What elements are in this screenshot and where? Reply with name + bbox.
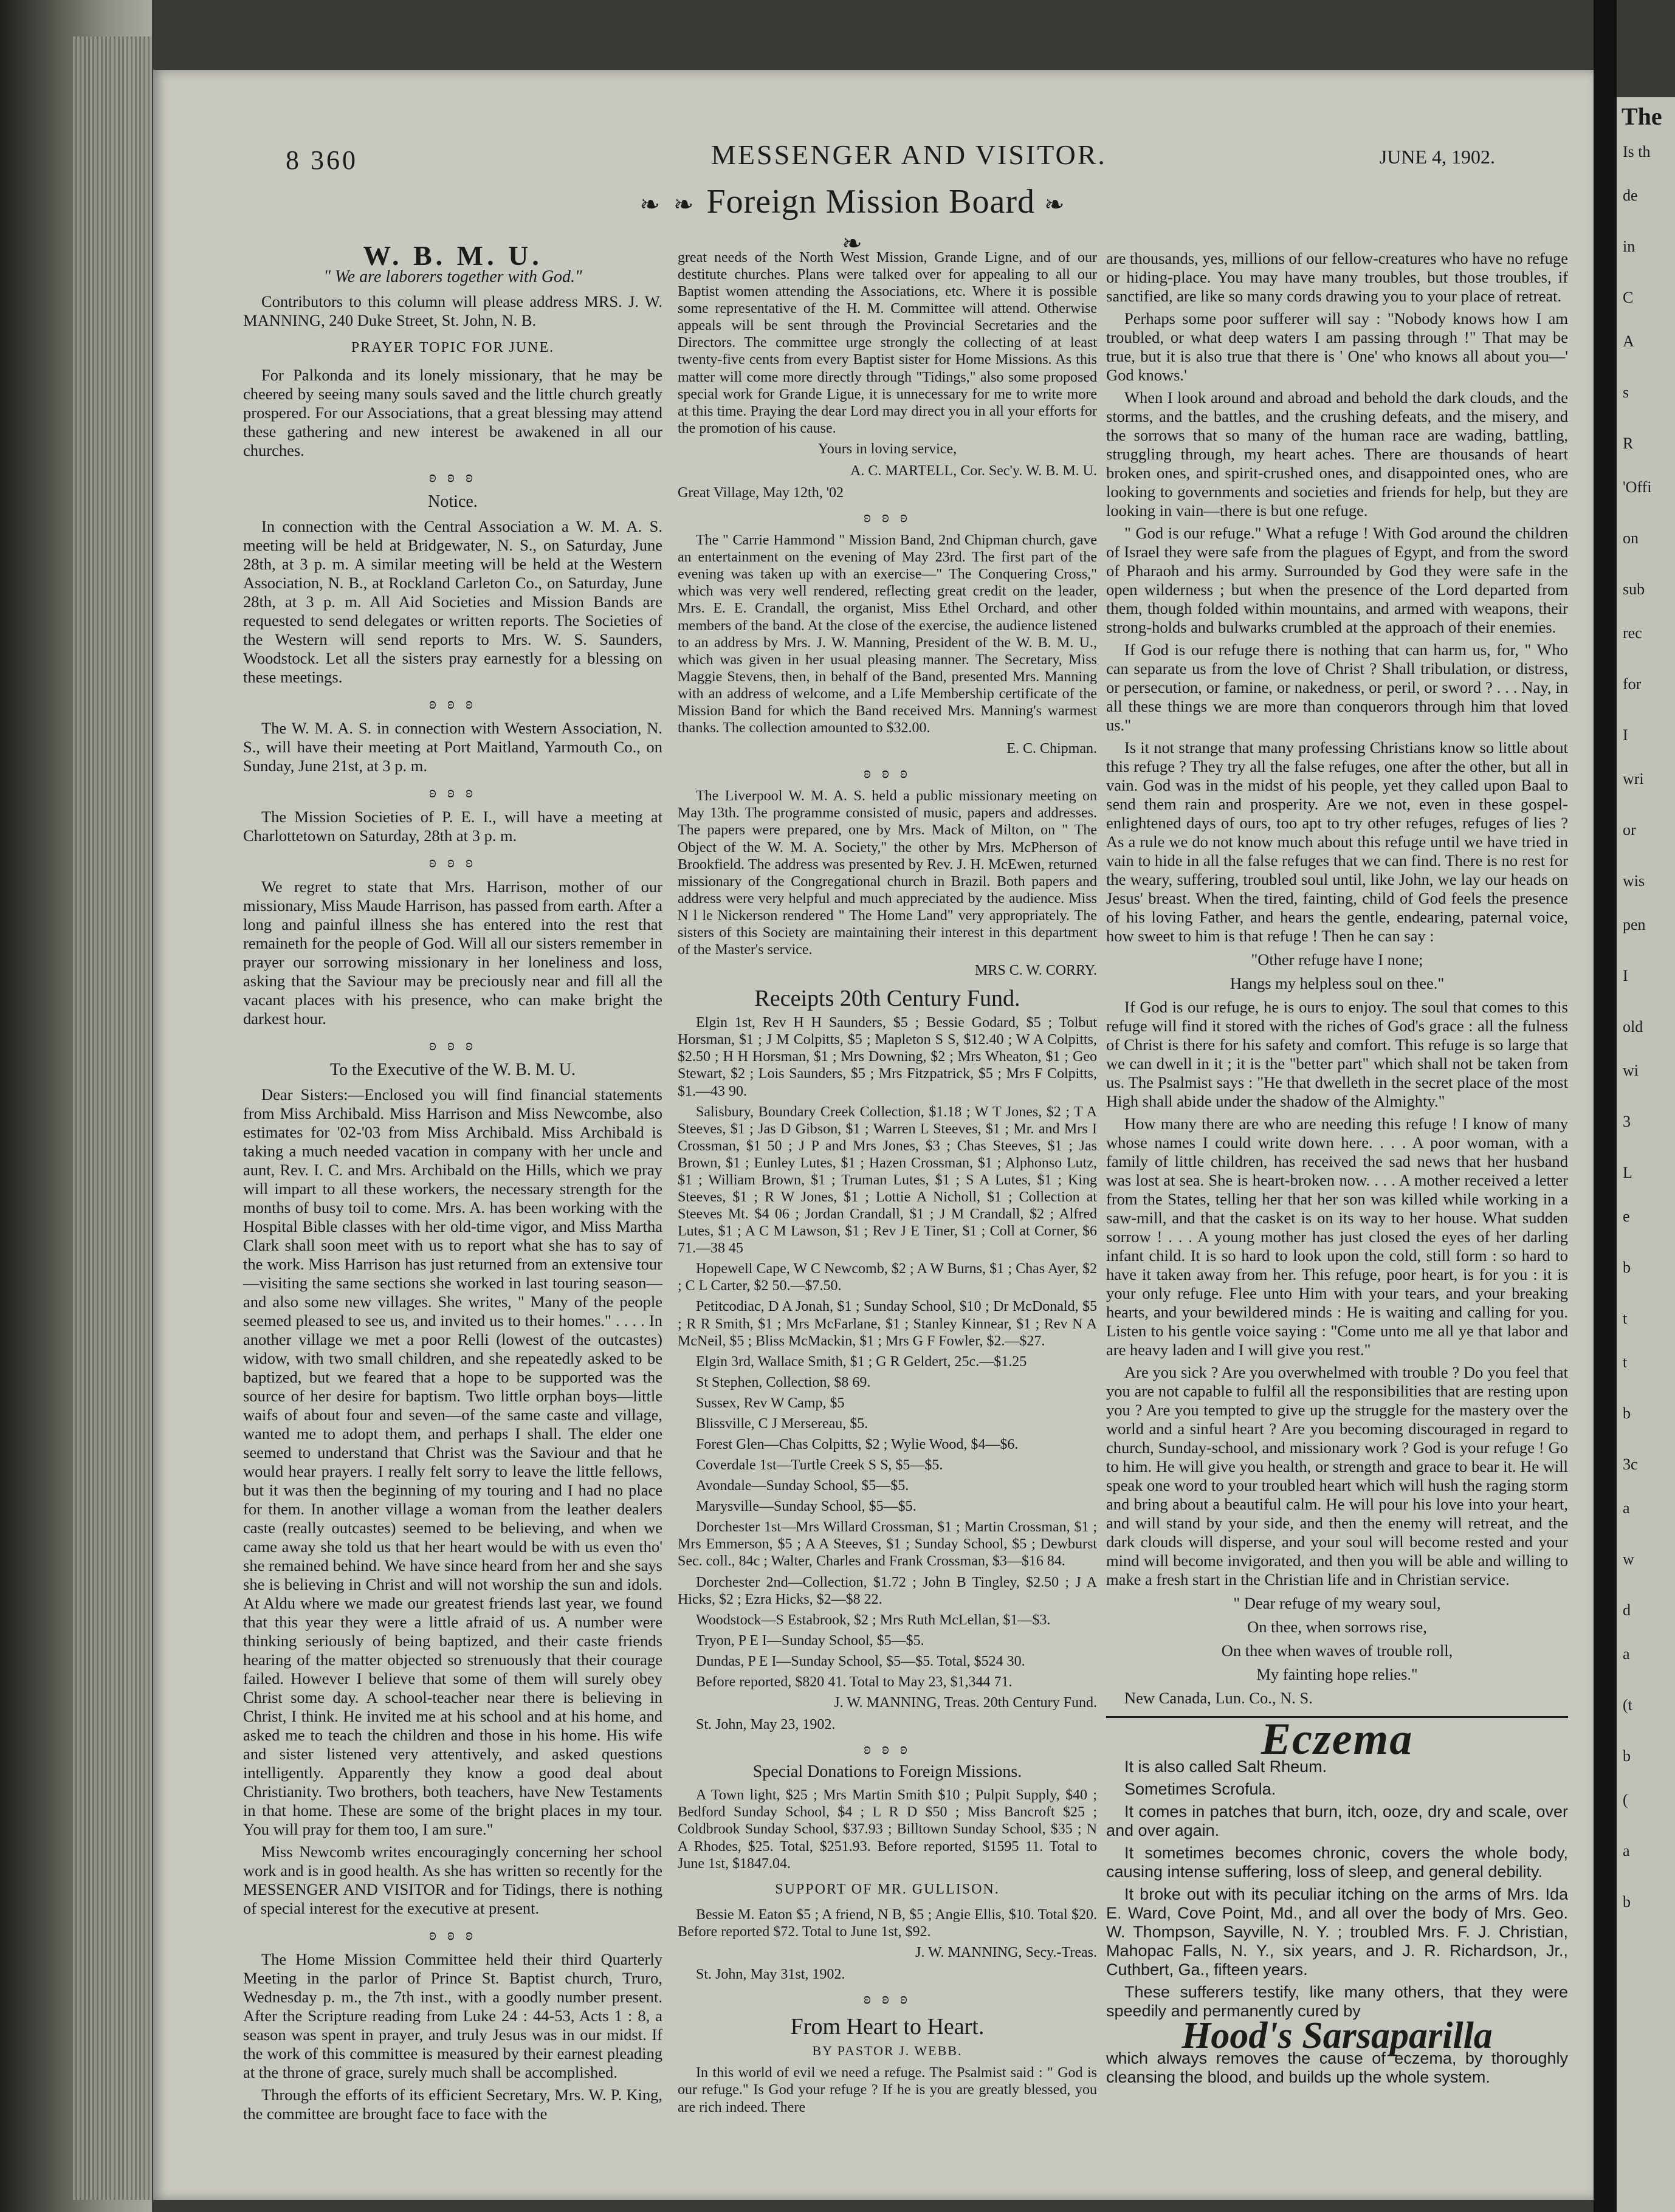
hymn-line: "Other refuge have I none; bbox=[1251, 950, 1423, 969]
ad-line: which always removes the cause of eczema, by thoroughly cleansing the blood, and builds up the whole system. bbox=[1106, 2049, 1568, 2086]
next-page-line: w bbox=[1623, 1550, 1634, 1568]
receipt-entry: Elgin 1st, Rev H H Saunders, $5 ; Bessie Godard, $5 ; Tolbut Horsman, $1 ; J M Colpitts, $5 ; Mapleton S S, $12.40 ; W A Colpitts, $2.50 ; H H Horsman, $1 ; Mrs Downing, $2 ; Mrs Wheaton, $1 ; Geo Stewart, $2 ; Lois Saunders, $5 ; Mrs Fitzpatrick, $5 ; Mrs F Colpitts, $1.—43 90. bbox=[678, 1015, 1097, 1099]
receipt-entry: Blissville, C J Mersereau, $5. bbox=[696, 1415, 868, 1432]
receipt-entry: Hopewell Cape, W C Newcomb, $2 ; A W Burns, $1 ; Chas Ayer, $2 ; C L Carter, $2 50.—$7.50. bbox=[678, 1261, 1097, 1294]
next-page-line: L bbox=[1623, 1164, 1632, 1181]
next-page-line: or bbox=[1623, 821, 1636, 839]
receipt-entry: Petitcodiac, D A Jonah, $1 ; Sunday School, $10 ; Dr McDonald, $5 ; R R Smith, $1 ; Mrs McFarlane, $1 ; Stanley Kinnear, $1 ; Rev N A McNeil, $5 ; Bliss McMackin, $1 ; Mrs G F Fowler, $2.—$27. bbox=[678, 1299, 1097, 1349]
next-page-line: (t bbox=[1623, 1696, 1632, 1714]
next-page-line: A bbox=[1623, 332, 1634, 350]
receipt-entry: Woodstock—S Estabrook, $2 ; Mrs Ruth McLellan, $1—$3. bbox=[696, 1612, 1051, 1628]
next-page-line: a bbox=[1623, 1499, 1630, 1517]
receipt-entry: Elgin 3rd, Wallace Smith, $1 ; G R Geldert, 25c.—$1.25 bbox=[696, 1353, 1027, 1370]
next-page-line: a bbox=[1623, 1645, 1630, 1663]
heart-place: New Canada, Lun. Co., N. S. bbox=[1124, 1689, 1313, 1707]
next-page-line: b bbox=[1623, 1747, 1631, 1765]
hymn-line: On thee, when sorrows rise, bbox=[1247, 1618, 1427, 1636]
receipt-entry: Dundas, P E I—Sunday School, $5—$5. Total, $524 30. bbox=[696, 1653, 1025, 1669]
harrison-obituary: We regret to state that Mrs. Harrison, mother of our missionary, Miss Maude Harrison, has passed from earth. After a long and painful illness she has entered into the rest that remaineth for the people of God. Will all our sisters remember in prayer our sorrowing missionary in her loneliness and loss, asking that the Saviour may be preciously near and fill all the vacant places with his presence, who can make bright the darkest hour. bbox=[243, 878, 662, 1028]
separator-icon: ʚ ʚ ʚ bbox=[429, 695, 476, 712]
executive-letter-body: Dear Sisters:—Enclosed you will find financial statements from Miss Archibald. Miss Harrison and Miss Newcombe, also estimates for '02-'03 from Miss Archibald. Miss Archibald is taking a much needed vacation in company with her uncle and aunt, Rev. I. C. and Mrs. Archibald on the Hills, which we pray will impart to all these workers, the necessary strength for the months of busy toil to come. Mrs. A. has been working with the Hospital Bible classes with her old-time vigor, and Miss Martha Clark shall soon meet with us to report what she has to say of the work. Miss Harrison has just returned from an extensive tour—visiting the same sections she worked in last touring season—and also some new villages. She writes, " Many of the people seemed pleased to see us, and invited us to their homes." . . . . In another village we met a poor Relli (lowest of the outcastes) widow, with two small children, and she repeatedly asked to be baptized, but we feared that a hope to be supported was the source of her desire for baptism. Two little orphan boys—little waifs of about four and seven—of the same caste and village, wanted me to adopt them, and perhaps I shall. The elder one seemed to understand that Christ was the Saviour and that he would hear prayers. I really felt sorry to leave the little fellows, but it was then the beginning of my touring and I had no place for them. In another village a woman from the leather dealers caste (really outcastes) seemed to be believing, and when we came away she told us that her heart would be with us even tho' she remained behind. We have since heard from her and she says she is believing in Christ and will not worship the sun and idols. At Aldu where we made our greatest friends last year, we found that this year they were a little afraid of us. A number were thinking seriously of being baptized, and their caste friends hearing of the matter objected so strenuously that their courage failed. However I believe that some of them will surely obey Christ some day. A school-teacher near there is believing in Christ, I think. He invited me at his school and at his home, and asked me to teach the children and those in his home. His wife and sister listened very attentively, and asked questions intelligently. Apparently they know a good deal about Christianity. Two brothers, both teachers, have New Testaments in that home. These are some of the bright places in my tour. You will pray for them too, I am sure." bbox=[243, 1085, 662, 1838]
heart-paragraph-9: How many there are who are needing this refuge ! I know of many whose names I could write down here. . . . A poor woman, with a family of little children, has received the sad news that her husband was lost at sea. She is heart-broken now. . . . A mother received a letter from the States, telling her that her son was killed while working in a saw-mill, and that the casket is on its way to her house. What sudden sorrow ! . . . A young mother has just closed the eyes of her darling infant child. It is so hard to look upon the cold, still form : so hard to have it taken away from her. This refuge, poor heart, is for you : it is your only refuge. Flee unto Him with your tears, and your breaking hearts, and your bewildered minds : He is waiting and calling for you. Listen to his gentle voice saying : "Come unto me all ye that labor and are heavy laden and I will give you rest." bbox=[1106, 1115, 1568, 1359]
receipt-entry: St Stephen, Collection, $8 69. bbox=[696, 1374, 871, 1390]
martell-signature: A. C. MARTELL, Cor. Sec'y. W. B. M. U. bbox=[850, 462, 1097, 479]
hymn-line: On thee when waves of trouble roll, bbox=[1221, 1641, 1453, 1660]
wbmu-motto: " We are laborers together with God." bbox=[323, 267, 582, 286]
next-page-fragment bbox=[1617, 97, 1675, 2212]
section-title-text: Foreign Mission Board bbox=[706, 183, 1036, 221]
next-page-line: 3 bbox=[1623, 1113, 1631, 1130]
ad-brand: Hood's Sarsaparilla bbox=[1181, 2015, 1493, 2056]
next-page-line: b bbox=[1623, 1404, 1631, 1422]
heart-heading: From Heart to Heart. bbox=[790, 2014, 985, 2040]
separator-icon: ʚ ʚ ʚ bbox=[429, 1926, 476, 1943]
eczema-advertisement bbox=[1106, 1714, 1568, 2087]
next-page-line: in bbox=[1623, 238, 1635, 255]
executive-letter-newcomb: Miss Newcomb writes encouragingly concerning her school work and is in good health. As she has written so recently for the MESSENGER AND VISITOR and for Tidings, there is nothing of special interest for the executive at present. bbox=[243, 1843, 662, 1917]
page-number: 8 360 bbox=[286, 145, 358, 175]
separator-icon: ʚ ʚ ʚ bbox=[429, 468, 476, 486]
heart-paragraph-5: " God is our refuge." What a refuge ! With God around the children of Israel they were safe from the plagues of Egypt, and from the sword of Pharaoh and his army. Surrounded by God they were safe in the open wilderness ; but when the presence of the Lord departed from them, though folded within mountains, and armed with weapons, their strong-holds and bulwarks crumbled at the approach of their enemies. bbox=[1106, 524, 1568, 636]
king-text: Through the efforts of its efficient Secretary, Mrs. W. P. King, the committee are brought face to face with the bbox=[243, 2086, 662, 2123]
receipt-entry: Avondale—Sunday School, $5—$5. bbox=[696, 1478, 909, 1494]
column-1 bbox=[243, 240, 662, 2127]
ad-line: It broke out with its peculiar itching on the arms of Mrs. Ida E. Ward, Cove Point, Md., and all over the body of Mrs. Geo. W. Thompson, Sayville, N. Y. ; troubled Mrs. F. J. Christian, Mahopac Falls, N. Y., six years, and J. R. Richardson, Jr., Cuthbert, Ga., fifteen years. bbox=[1106, 1885, 1568, 1979]
corry-signature: MRS C. W. CORRY. bbox=[975, 963, 1097, 979]
receipt-entry: Forest Glen—Chas Colpitts, $2 ; Wylie Wood, $4—$6. bbox=[696, 1437, 1019, 1452]
ad-line: It sometimes becomes chronic, covers the whole body, causing intense suffering, loss of sleep, and general debility. bbox=[1106, 1844, 1568, 1881]
issue-date: JUNE 4, 1902. bbox=[1379, 146, 1495, 168]
book-gutter bbox=[1594, 0, 1617, 2212]
notice-text: In connection with the Central Association a W. M. A. S. meeting will be held at Bridgewater, N. S., on Saturday, June 28th, at 3 p. m. A similar meeting will be held at the Western Association, N. B., at Rockland Carleton Co., on Saturday, June 28th, at 3 p. m. All Aid Societies and Mission Bands are requested to send delegates or written reports. The Societies of the Western will send reports to Mrs. W. S. Saunders, Woodstock. Let all the sisters pray earnestly for a blessing on these meetings. bbox=[243, 517, 662, 686]
special-donations-text: A Town light, $25 ; Mrs Martin Smith $10 ; Pulpit Supply, $40 ; Bedford Sunday School, $4 ; L R D $50 ; Miss Bancroft $25 ; Coldbrook Sunday School, $37.93 ; Billtown Sunday School, $35 ; N A Rhodes, $25. Total, $251.93. Before reported, $1595 11. Total to June 1st, $1847.04. bbox=[678, 1787, 1097, 1872]
next-page-line: a bbox=[1623, 1842, 1630, 1860]
next-page-line: b bbox=[1623, 1893, 1631, 1911]
next-page-line: e bbox=[1623, 1207, 1630, 1225]
next-page-line: s bbox=[1623, 383, 1629, 401]
fleuron-icon: ❧ ❧ bbox=[639, 191, 698, 218]
gullison-support-text: Bessie M. Eaton $5 ; A friend, N B, $5 ; Angie Ellis, $10. Total $20. Before reported $72. Total to June 1st, $92. bbox=[678, 1906, 1097, 1940]
receipt-entry: Salisbury, Boundary Creek Collection, $1.18 ; W T Jones, $2 ; T A Steeves, $1 ; Jas D Gibson, $1 ; Warren L Steeves, $1 ; Mr. and Mrs I Crossman, $1 50 ; J P and Mrs Jones, $3 ; Chas Steeves, $1 ; Jas Brown, $1 ; Eunley Lutes, $1 ; Hazen Crossman, $1 ; Alphonso Lutz, $1 ; William Brown, $1 ; Truman Lutes, $1 ; S A Lutes, $1 ; King Steeves, $1 ; R W Jones, $1 ; Lottie A Nicholl, $1 ; Collection at Steeves Mt. $4 06 ; Jordan Crandall, $1 ; J M Crandall, $2 ; Alfred Lutes, $1 ; A C M Lawson, $1 ; Rev J E Tiner, $1 ; Coll at Corner, $6 71.—38 45 bbox=[678, 1104, 1097, 1257]
home-mission-text: The Home Mission Committee held their third Quarterly Meeting in the parlor of Prince St. Baptist church, Truro, Wednesday p. m., the 7th inst., with a goodly number present. After the Scripture reading from Luke 24 : 44-53, Acts 1 : 8, a season was spent in prayer, and truly Jesus was in our midst. If the work of this committee is measured by their earnest pleading at the throne of grace, surely much shall be accomplished. bbox=[243, 1950, 662, 2081]
receipts-heading: Receipts 20th Century Fund. bbox=[754, 986, 1020, 1012]
separator-icon: ʚ ʚ ʚ bbox=[864, 1990, 911, 2008]
separator-icon: ʚ ʚ ʚ bbox=[864, 1740, 911, 1758]
ad-title: Eczema bbox=[1261, 1714, 1414, 1764]
hymn-line: My fainting hope relies." bbox=[1256, 1665, 1418, 1683]
special-donations-heading: Special Donations to Foreign Missions. bbox=[752, 1762, 1022, 1782]
next-page-lines bbox=[1617, 143, 1675, 1911]
paper-title: MESSENGER AND VISITOR. bbox=[711, 139, 1107, 170]
separator-icon: ʚ ʚ ʚ bbox=[864, 508, 911, 526]
page-stack-edge bbox=[73, 36, 152, 2200]
next-page-heading: The bbox=[1622, 103, 1662, 130]
next-page-line: wi bbox=[1623, 1062, 1639, 1079]
next-page-line: pen bbox=[1623, 916, 1646, 933]
heart-paragraph-7: Is it not strange that many professing Christians know so little about this refuge ? They try all the false refuges, one after the other, but all in vain. God was in the midst of his people, yet they called upon Baal to send them rain and prosperity. Are we not, even in these gospel-enlightened days of ours, too apt to try other refuges, refuges of lies ? As a rule we do not know much about this refuge until we have tried in vain to hide in all the false refuges that we can find. There is no rest for the weary, suffering, troubled soul until, like John, we lay our heads on Jesus' breast. When the tired, fainting, child of God feels the presence of his loving Father, and hears the gentle, endearing, paternal voice, how sweet to him is that refuge ! Then he can say : bbox=[1106, 738, 1568, 945]
receipts-signature: J. W. MANNING, Treas. 20th Century Fund. bbox=[834, 1695, 1097, 1711]
prayer-topic-heading: PRAYER TOPIC FOR JUNE. bbox=[351, 340, 555, 355]
separator-icon: ʚ ʚ ʚ bbox=[429, 853, 476, 871]
next-page-line: I bbox=[1623, 726, 1628, 744]
next-page-line: ( bbox=[1623, 1791, 1628, 1808]
ad-line: It is also called Salt Rheum. bbox=[1124, 1757, 1327, 1776]
heart-paragraph-2: are thousands, yes, millions of our fellow-creatures who have no refuge or hiding-place. You may have many troubles, but those troubles, if sanctified, are like so many cords drawing you to your place of retreat. bbox=[1106, 249, 1568, 305]
next-page-line: 3c bbox=[1623, 1455, 1638, 1473]
next-page-line: wis bbox=[1623, 872, 1645, 890]
receipt-entry: Sussex, Rev W Camp, $5 bbox=[696, 1395, 845, 1411]
receipt-entry: Dorchester 2nd—Collection, $1.72 ; John B Tingley, $2.50 ; J A Hicks, $2 ; Ezra Hicks, $2—$8 22. bbox=[678, 1574, 1097, 1607]
next-page-line: wri bbox=[1623, 770, 1644, 788]
ad-line: It comes in patches that burn, itch, ooze, dry and scale, over and over again. bbox=[1106, 1802, 1568, 1839]
home-mission-continued: great needs of the North West Mission, Grande Ligne, and of our destitute churches. Plans were talked over for appealing to all our Baptist women attending the Associations, etc. Where it is possible some representative of the H. M. Committee will attend. Otherwise appeals will be sent through the Provincial Secretaries and the Directors. The committee urge strongly the collecting of at least twenty-five cents from every Baptist sister for Home Missions. As this matter will come more directly through "Tidings," also some proposed special work for Grande Ligue, it is unnecessary for me to write more at this time. Praying the dear Lord may direct you in all your efforts for the promotion of his cause. bbox=[678, 250, 1097, 436]
wmas-meeting-text: The W. M. A. S. in connection with Western Association, N. S., will have their meeting at Port Maitland, Yarmouth Co., on Sunday, June 21st, at 3 p. m. bbox=[243, 719, 662, 775]
next-page-line: b bbox=[1623, 1259, 1631, 1276]
martell-place: Great Village, May 12th, '02 bbox=[678, 485, 844, 501]
page-header bbox=[286, 139, 1495, 175]
chipman-signature: E. C. Chipman. bbox=[1006, 741, 1097, 757]
next-page-line: rec bbox=[1623, 624, 1642, 642]
receipts-list bbox=[678, 1014, 1097, 1691]
receipt-entry: Before reported, $820 41. Total to May 23, $1,344 71. bbox=[696, 1674, 1013, 1690]
heart-paragraph-3: Perhaps some poor sufferer will say : "Nobody knows how I am troubled, or what deep waters I am passing through !" That may be true, but it is also true that there is ' One' who knows all about you—' God knows.' bbox=[1106, 309, 1568, 384]
receipt-entry: Dorchester 1st—Mrs Willard Crossman, $1 ; Martin Crossman, $1 ; Mrs Emmerson, $5 ; A A Steeves, $1 ; Sunday School, $5 ; Dewburst Sec. coll., 84c ; Walter, Charles and Frank Crossman, $3—$16 84. bbox=[678, 1519, 1097, 1570]
next-page-line: sub bbox=[1623, 580, 1645, 598]
special-place: St. John, May 31st, 1902. bbox=[696, 1966, 845, 1983]
heart-paragraph-6: If God is our refuge there is nothing that can harm us, for, " Who can separate us from the love of Christ ? Shall tribulation, or distress, or persecution, or famine, or nakedness, or peril, or sword ? . . . Nay, in all these things we are more than conquerors through him that loved us." bbox=[1106, 641, 1568, 734]
next-page-line: d bbox=[1623, 1601, 1631, 1619]
heart-paragraph-4: When I look around and abroad and behold the dark clouds, and the storms, and the battles, and the crushing defeats, and the misery, and the sorrows that so many of the human race are wading, battling, struggling through, my heart aches. There are thousands of heart broken ones, and spirit-crushed ones, and disappointed ones, who are looking to governments and societies and friends for help, but they are looking in vain—there is but one refuge. bbox=[1106, 388, 1568, 520]
executive-letter-heading: To the Executive of the W. B. M. U. bbox=[330, 1060, 576, 1079]
carrie-hammond-report: The " Carrie Hammond " Mission Band, 2nd Chipman church, gave an entertainment on the evening of May 23rd. The first part of the evening was taken up with an exercise—" The Conquering Cross," which was very well rendered, reflecting great credit on the leader, Mrs. E. E. Crandall, the organist, Miss Ethel Orchard, and other members of the band. At the close of the exercise, the audience listened to an address by Mrs. J. W. Manning, President of the W. B. M. U., which was given in her usual pleasing manner. The Secretary, Miss Maggie Stevens, then, in behalf of the Band, presented Mrs. Manning with an address of welcome, and a Life Membership certificate of the Mission Band for which the Band received Mrs. Manning's warmest thanks. The collection amounted to $32.00. bbox=[678, 532, 1097, 737]
next-page-line: for bbox=[1623, 675, 1642, 693]
next-page-line: t bbox=[1623, 1353, 1628, 1371]
receipt-entry: Marysville—Sunday School, $5—$5. bbox=[696, 1499, 917, 1515]
section-title bbox=[626, 182, 1082, 260]
heart-byline: BY PASTOR J. WEBB. bbox=[812, 2043, 963, 2059]
separator-icon: ʚ ʚ ʚ bbox=[429, 783, 476, 801]
closing: Yours in loving service, bbox=[817, 441, 957, 457]
contributors-note: Contributors to this column will please address MRS. J. W. MANNING, 240 Duke Street, St. John, N. B. bbox=[243, 292, 662, 329]
hymn-line: Hangs my helpless soul on thee." bbox=[1230, 974, 1445, 992]
gullison-support-heading: SUPPORT OF MR. GULLISON. bbox=[775, 1881, 1000, 1897]
next-page-line: I bbox=[1623, 967, 1628, 984]
special-signature: J. W. MANNING, Secy.-Treas. bbox=[915, 1944, 1097, 1960]
heart-paragraph-10: Are you sick ? Are you overwhelmed with trouble ? Do you feel that you are not capable to fulfil all the responsibilities that are resting upon you ? Are you tempted to give up the struggle for the mastery over the world and a sinful heart ? Are you becoming discouraged in regard to church, Sunday-school, and missionary work ? God is your refuge ! Go to him. He will give you health, or strength and grace to bear it. He will speak one word to your troubled heart which will hush the raging storm and bring about a beautiful calm. He will pour his love into your heart, and will stand by your side, and then the enemy will retreat, and the dark clouds will disperse, and your soul will become rested and your mind will become invigorated, and then you will be able and willing to make a fresh start in the Christian life and in Christian service. bbox=[1106, 1363, 1568, 1589]
next-page-line: on bbox=[1623, 529, 1639, 547]
wbmu-heading: W. B. M. U. bbox=[363, 240, 543, 271]
hymn-line: " Dear refuge of my weary soul, bbox=[1233, 1594, 1441, 1612]
separator-icon: ʚ ʚ ʚ bbox=[429, 1036, 476, 1054]
next-page-line: old bbox=[1623, 1018, 1643, 1036]
notice-heading: Notice. bbox=[428, 492, 478, 511]
liverpool-report: The Liverpool W. M. A. S. held a public missionary meeting on May 13th. The programme consisted of music, papers and addresses. The papers were prepared, one by Mrs. Mack of Milton, on " The Object of the W. M. A. Society," the other by Mrs. McPherson of Brookfield. The address was presented by Rev. J. H. McEwen, returned missionary of the Congregational church in Brazil. Both papers and address were very helpful and much appreciated by the audience. Miss N l le Nickerson rendered " The Home Land" very appropriately. The sisters of this Society are maintaining their interest in this department of the Master's service. bbox=[678, 788, 1097, 958]
column-2 bbox=[678, 249, 1097, 2120]
next-page-line: C bbox=[1623, 289, 1634, 306]
next-page-line: 'Offi bbox=[1623, 478, 1652, 496]
pei-meeting-text: The Mission Societies of P. E. I., will have a meeting at Charlottetown on Saturday, 28th at 3 p. m. bbox=[243, 808, 662, 845]
next-page-line: Is th bbox=[1623, 143, 1651, 160]
receipt-entry: Tryon, P E I—Sunday School, $5—$5. bbox=[696, 1632, 924, 1649]
receipts-place: St. John, May 23, 1902. bbox=[696, 1717, 836, 1733]
next-page-line: t bbox=[1623, 1310, 1628, 1327]
prayer-topic-text: For Palkonda and its lonely missionary, that he may be cheered by seeing many souls saved and the little church greatly prospered. For our Associations, that a great blessing may attend these gathering and new interest be awakened in all our churches. bbox=[243, 366, 662, 459]
fleuron-icon: ❧ ❧ bbox=[842, 191, 1068, 257]
heart-paragraph-1: In this world of evil we need a refuge. The Psalmist said : " God is our refuge." Is God your refuge ? If he is you are greatly blessed, you are rich indeed. There bbox=[678, 2065, 1097, 2115]
receipt-entry: Coverdale 1st—Turtle Creek S S, $5—$5. bbox=[696, 1457, 943, 1474]
separator-icon: ʚ ʚ ʚ bbox=[864, 764, 911, 782]
ad-line: Sometimes Scrofula. bbox=[1124, 1780, 1276, 1798]
column-3 bbox=[1106, 249, 1568, 2090]
next-page-line: de bbox=[1623, 187, 1638, 204]
heart-paragraph-8: If God is our refuge, he is ours to enjoy. The soul that comes to this refuge will find it stored with the riches of God's grace : all the fulness of Christ is there for his safety and comfort. This refuge is so large that we can dwell in it ; it is the "better part" which shall not be taken from us. The Psalmist says : "He that dwelleth in the secret place of the most High shall abide under the shadow of the Almighty." bbox=[1106, 998, 1568, 1110]
ad-line: These sufferers testify, like many others, that they were speedily and permanently cured by bbox=[1106, 1983, 1568, 2020]
next-page-line: R bbox=[1623, 434, 1634, 452]
